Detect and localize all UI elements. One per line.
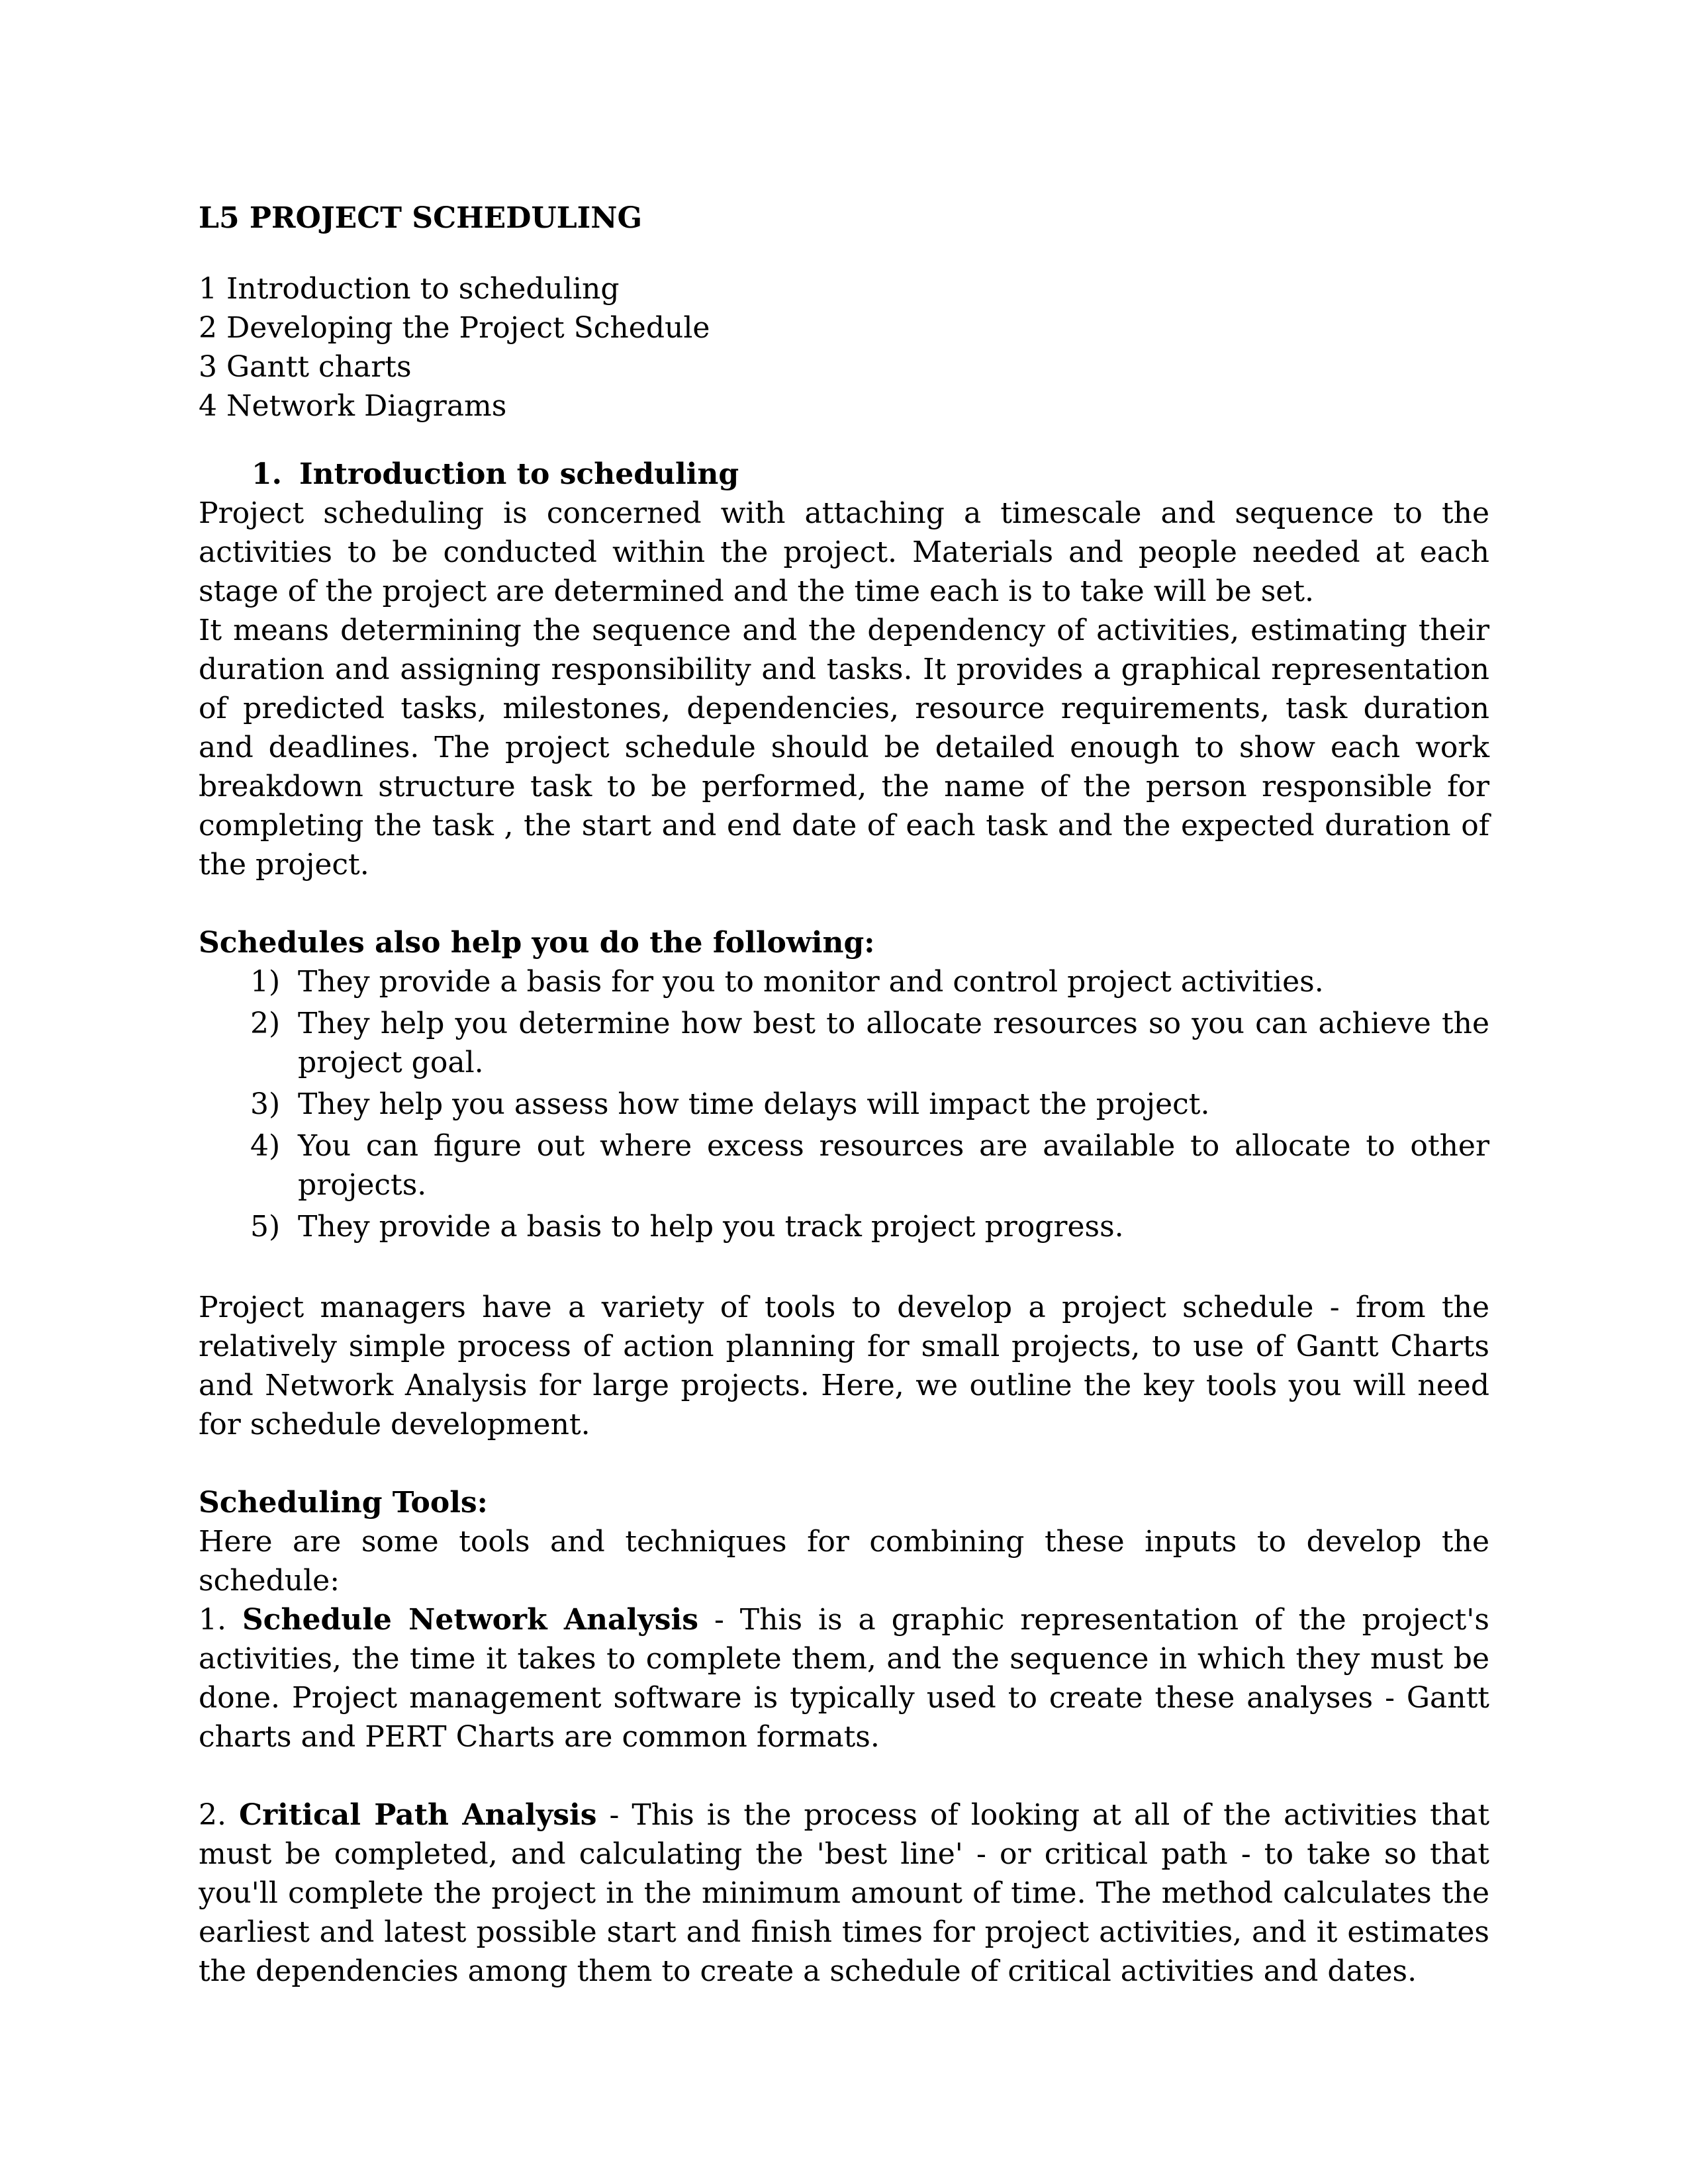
toc-item: 1 Introduction to scheduling [199,272,620,306]
table-of-contents [199,269,1489,426]
list-item: 1) They provide a basis for you to monitor and control project activities. [250,965,1324,999]
toc-item: 3 Gantt charts [199,350,412,384]
tools-intro-paragraph: Project managers have a variety of tools to develop a project schedule - from the relatively simple process of action planning for small projects, to use of Gantt Charts and Network Analysis for large projects. Here, we outline the key tools you will need for schedule development. [199,1291,1489,1441]
intro-paragraph-1: Project scheduling is concerned with attaching a timescale and sequence to the activities to be conducted within the project. Materials and people needed at each stage of the project are determined and the time each is to take will be set. [199,496,1489,608]
document-title: L5 PROJECT SCHEDULING [199,201,643,235]
section-heading-introduction [252,455,1489,494]
list-item: 5) They provide a basis to help you track project progress. [250,1210,1124,1244]
scheduling-tools-heading: Scheduling Tools: [199,1486,488,1520]
schedules-help-heading: Schedules also help you do the following: [199,926,875,960]
section-number: 1. [252,457,282,491]
toc-item: 2 Developing the Project Schedule [199,311,710,345]
tool-critical-path-analysis: 2. Critical Path Analysis - This is the process of looking at all of the activities that must be completed, and calculating the 'best line' - or critical path - to take so that you'll complete the project in the minimum amount of time. The method calculates the earliest and latest possible start and finish times for project activities, and it estimates the dependencies among them to create a schedule of critical activities and dates. [199,1798,1489,1988]
list-item: 2) They help you determine how best to allocate resources so you can achieve the project goal. [250,1007,1489,1079]
scheduling-tools-intro: Here are some tools and techniques for combining these inputs to develop the schedule: [199,1525,1489,1598]
document-page [199,199,1489,1991]
section-title: Introduction to scheduling [299,457,739,491]
benefits-list [199,962,1489,1246]
tool-schedule-network-analysis: 1. Schedule Network Analysis - This is a graphic representation of the project's activities, the time it takes to complete them, and the sequence in which they must be done. Project management software is typically used to create these analyses - Gantt charts and PERT Charts are common formats. [199,1603,1489,1754]
intro-paragraph-2: It means determining the sequence and the dependency of activities, estimating their duration and assigning responsibility and tasks. It provides a graphical representation of predicted tasks, milestones, dependencies, resource requirements, task duration and deadlines. The project schedule should be detailed enough to show each work breakdown structure task to be performed, the name of the person responsible for completing the task , the start and end date of each task and the expected duration of the project. [199,614,1489,882]
list-item: 4) You can figure out where excess resources are available to allocate to other projects. [250,1129,1489,1202]
list-item: 3) They help you assess how time delays will impact the project. [250,1087,1210,1121]
toc-item: 4 Network Diagrams [199,389,507,423]
